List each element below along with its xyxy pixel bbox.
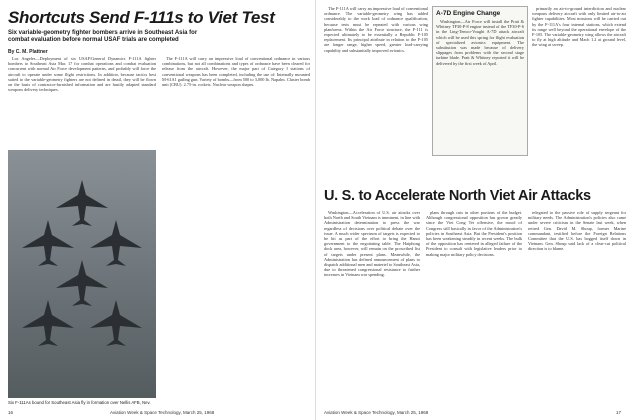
article-headline: Shortcuts Send F-111s to Viet Test [8,8,275,27]
article2-column-1: Washington—Acceleration of U.S. air attacks over both North and South Vietnam is imminent, in line with Administration determination to press the war regardless of decisions over political debate over the issue. A much wider spectrum of targets is expected to be hit as part of the effort to bring the Hanoi government to the negotiating table. The Haiphong dock area, however, will remain on the proscribed list of targets under present plans. Meanwhile, the Administration has defined announcement of plans to dispatch additional men and materiel to Southeast Asia, due to threatened congressional resistance to further increases in Vietnam war spending. [324,210,420,278]
byline: By C. M. Plattner [8,49,48,55]
article-deck: Six variable-geometry fighter bombers arrive in Southeast Asia for combat evaluation before normal USAF trials are completed [8,30,198,43]
photo-caption: Six F-111As bound for Southeast Asia fly in formation over Nellis AFB, Nev. [8,400,151,405]
article2-column-2: plans through cuts in other portions of the budget. Although congressional opposition has grown greatly since the Viet Cong Tet offensive, the mood of Congress still basically in favor of the Administration's policies in Southeast Asia. But the President's position has been weakening steadily in recent weeks. The bulk of the opposition has centered in alleged failure of the President to consult with legislative leaders prior to making major military policy decisions. [426,210,522,257]
jets-silhouette-icon [8,150,156,398]
page-number: 17 [616,410,622,415]
sidebar-title: A-7D Engine Change [436,10,501,17]
folio-text: Aviation Week & Space Technology, March 25, 1968 [110,410,215,415]
article-column-1: Los Angeles—Deployment of six USAF/General Dynamics F-111A fighter bombers to Southeast Asia Mar. 17 for combat operations and combat evaluation concurrent with normal Air Force development patterns, and probably will force the aircraft to operate under some flight restrictions. In addition, because tactics best suited to the variable-geometry fighters are not defined in detail, they will be flown on the basis of contractor-furnished information and are hastily adapted standard weapons delivery techniques. [8,56,156,93]
page-number: 16 [8,410,14,415]
right-page [316,0,632,420]
article-column-4: primarily an air-to-ground interdiction and nuclear weapons delivery aircraft with only limited air-to-air fighter capabilities. Most missions will be carried out by the F-111A's four internal stations, which extend its range well beyond the operational envelope of the F-105. The variable-geometry wing allows the aircraft to fly at high altitude and Mach 1.2 at ground level, the wing at sweep. [532,6,626,48]
sidebar-box [432,6,528,156]
f111-formation-photo [8,150,156,398]
article2-column-3: relegated to the passive role of supply sergeant for military needs. The Administration's policies also came under severe criticism in the Senate last week, when retired Gen. David M. Shoup, former Marine commandant, testified before the Foreign Relations Committee that the U.S. has bogged itself down in Vietnam. Gen. Shoup said lack of a clear-cut political direction is to blame. [528,210,626,252]
article-headline-2: U. S. to Accelerate North Viet Air Attacks [324,188,591,204]
folio-text: Aviation Week & Space Technology, March 25, 1968 [324,410,429,415]
sidebar-body: Washington—Air Force will install the Pratt & Whitney TF30-P-8 engine instead of the TF30-P-6 in the Ling-Temco-Vought A-7D attack aircraft which will be used this spring for flight evaluation of specialized avionics equipment. The substitution was made because of delivery slippages from problems with the second stage turbine blade. Pratt & Whitney reported it will be delivered by the first week of April. [436,19,524,66]
article-column-2: The F-111A will carry an impressive load of conventional ordnance in various combinations, but not all combinations and types of ordnance have been cleared for release from the aircraft. However, the major part of Category I stations of conventional weapons has been completed, including the use of: Internally mounted M-61A1 gatling gun. Variety of bombs—from 500 to 3,000 lb. Napalm. Cluster bomb unit (CBU). 2.75-in. rockets. Nuclear weapon shapes. [162,56,310,88]
article-column-3: The F-111A will carry an impressive load of conventional ordnance. The variable-geometry wing has added considerably to the work load of ordnance qualification, because tests must be repeated with various wing planforms. Within the Air Force structure, the F-111 is expected ultimately to be essentially a Republic F-105 replacement. Its principal attribute in relation to the F-105 are longer range, higher speed, greater load-carrying capability and substantially improved avionics. [324,6,428,53]
